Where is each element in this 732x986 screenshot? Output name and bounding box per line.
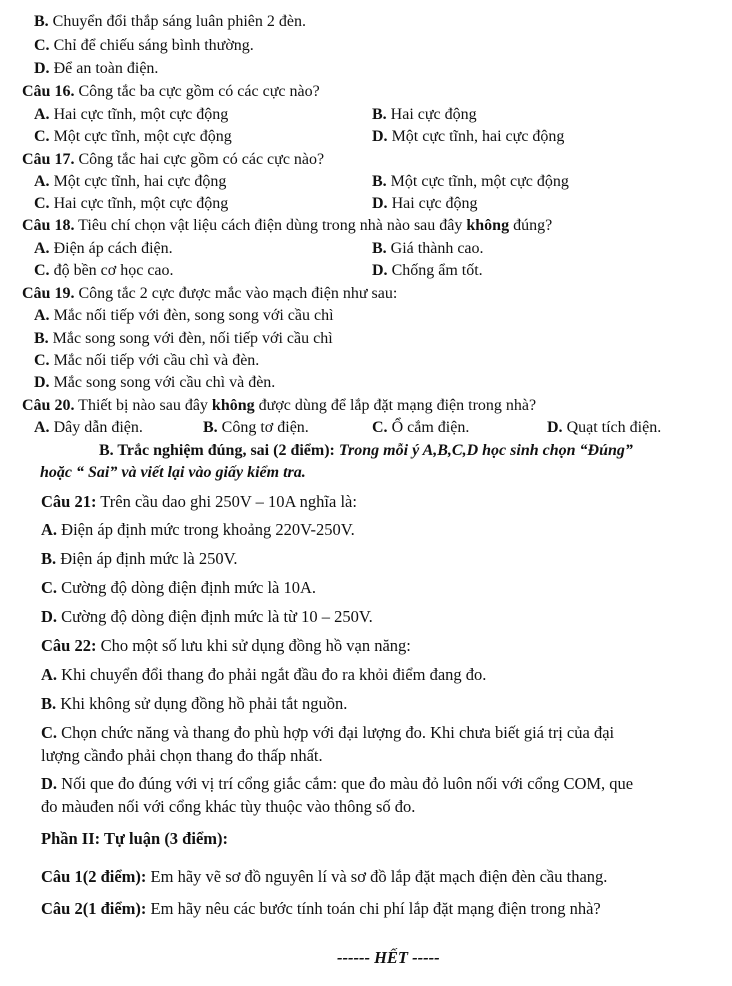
q18-stem: Câu 18. Tiêu chí chọn vật liệu cách điện dùng trong nhà nào sau đây không đúng?	[22, 217, 553, 234]
q16-option-a: A. Hai cực tĩnh, một cực động	[34, 106, 229, 123]
q17-option-b: B. Một cực tĩnh, một cực động	[372, 173, 569, 190]
q22-option-a: A. Khi chuyển đổi thang đo phải ngắt đầu đo ra khỏi điểm đang đo.	[41, 665, 487, 684]
q22-option-d: D. Nối que đo đúng với vị trí cổng giắc cắm: que đo màu đỏ luôn nối với cổng COM, que	[41, 774, 634, 793]
q19-option-b: B. Mắc song song với đèn, nối tiếp với cầu chì	[34, 330, 333, 347]
q22-option-c-cont: lượng cầnđo phải chọn thang đo thấp nhất.	[41, 746, 323, 765]
q15-option-c: C. Chỉ để chiếu sáng bình thường.	[34, 37, 254, 54]
q22-option-c: C. Chọn chức năng và thang đo phù hợp với đại lượng đo. Khi chưa biết giá trị của đại	[41, 723, 615, 742]
essay-question-1: Câu 1(2 điểm): Em hãy vẽ sơ đồ nguyên lí và sơ đồ lắp đặt mạch điện đèn cầu thang.	[41, 867, 608, 886]
q20-option-c: C. Ổ cắm điện.	[372, 419, 470, 436]
q19-option-c: C. Mắc nối tiếp với cầu chì và đèn.	[34, 352, 260, 369]
q17-option-a: A. Một cực tĩnh, hai cực động	[34, 173, 227, 190]
q22-option-d-cont: đo màuđen nối với cổng khác tùy thuộc vào thông số đo.	[41, 797, 416, 816]
q15-option-d: D. Để an toàn điện.	[34, 60, 159, 77]
q20-option-a: A. Dây dẫn điện.	[34, 419, 143, 436]
q17-option-d: D. Hai cực động	[372, 195, 478, 212]
q21-option-b: B. Điện áp định mức là 250V.	[41, 549, 238, 568]
q18-option-b: B. Giá thành cao.	[372, 240, 484, 257]
q19-option-d: D. Mắc song song với cầu chì và đèn.	[34, 374, 276, 391]
q16-option-c: C. Một cực tĩnh, một cực động	[34, 128, 232, 145]
end-marker: ------ HẾT -----	[337, 948, 440, 967]
essay-question-2: Câu 2(1 điểm): Em hãy nêu các bước tính toán chi phí lắp đặt mạng điện trong nhà?	[41, 899, 601, 918]
q15-option-b: B. Chuyển đổi thắp sáng luân phiên 2 đèn.	[34, 13, 306, 30]
q18-option-a: A. Điện áp cách điện.	[34, 240, 173, 257]
q20-stem: Câu 20. Thiết bị nào sau đây không được dùng để lắp đặt mạng điện trong nhà?	[22, 397, 537, 414]
q21-stem: Câu 21: Trên cầu dao ghi 250V – 10A nghĩa là:	[41, 492, 357, 511]
q19-option-a: A. Mắc nối tiếp với đèn, song song với cầu chì	[34, 307, 334, 324]
q20-option-b: B. Công tơ điện.	[203, 419, 309, 436]
part-b-heading: B. Trắc nghiệm đúng, sai (2 điểm): Trong mỗi ý A,B,C,D học sinh chọn “Đúng”	[99, 442, 633, 459]
q22-stem: Câu 22: Cho một số lưu khi sử dụng đồng hồ vạn năng:	[41, 636, 411, 655]
q17-option-c: C. Hai cực tĩnh, một cực động	[34, 195, 229, 212]
q16-stem: Câu 16. Công tắc ba cực gồm có các cực nào?	[22, 83, 320, 100]
q18-option-d: D. Chống ẩm tốt.	[372, 262, 483, 279]
q21-option-c: C. Cường độ dòng điện định mức là 10A.	[41, 578, 317, 597]
q18-option-c: C. độ bền cơ học cao.	[34, 262, 174, 279]
q16-option-d: D. Một cực tĩnh, hai cực động	[372, 128, 565, 145]
part-b-instruction: hoặc “ Sai” và viết lại vào giấy kiểm tra.	[40, 464, 306, 481]
q21-option-a: A. Điện áp định mức trong khoảng 220V-250V.	[41, 520, 355, 539]
q22-option-b: B. Khi không sử dụng đồng hồ phải tắt nguồn.	[41, 694, 348, 713]
q16-option-b: B. Hai cực động	[372, 106, 477, 123]
part-2-heading: Phần II: Tự luận (3 điểm):	[41, 829, 229, 848]
q20-option-d: D. Quạt tích điện.	[547, 419, 662, 436]
q19-stem: Câu 19. Công tắc 2 cực được mắc vào mạch điện như sau:	[22, 285, 398, 302]
q21-option-d: D. Cường độ dòng điện định mức là từ 10 – 250V.	[41, 607, 373, 626]
q17-stem: Câu 17. Công tắc hai cực gồm có các cực nào?	[22, 151, 325, 168]
